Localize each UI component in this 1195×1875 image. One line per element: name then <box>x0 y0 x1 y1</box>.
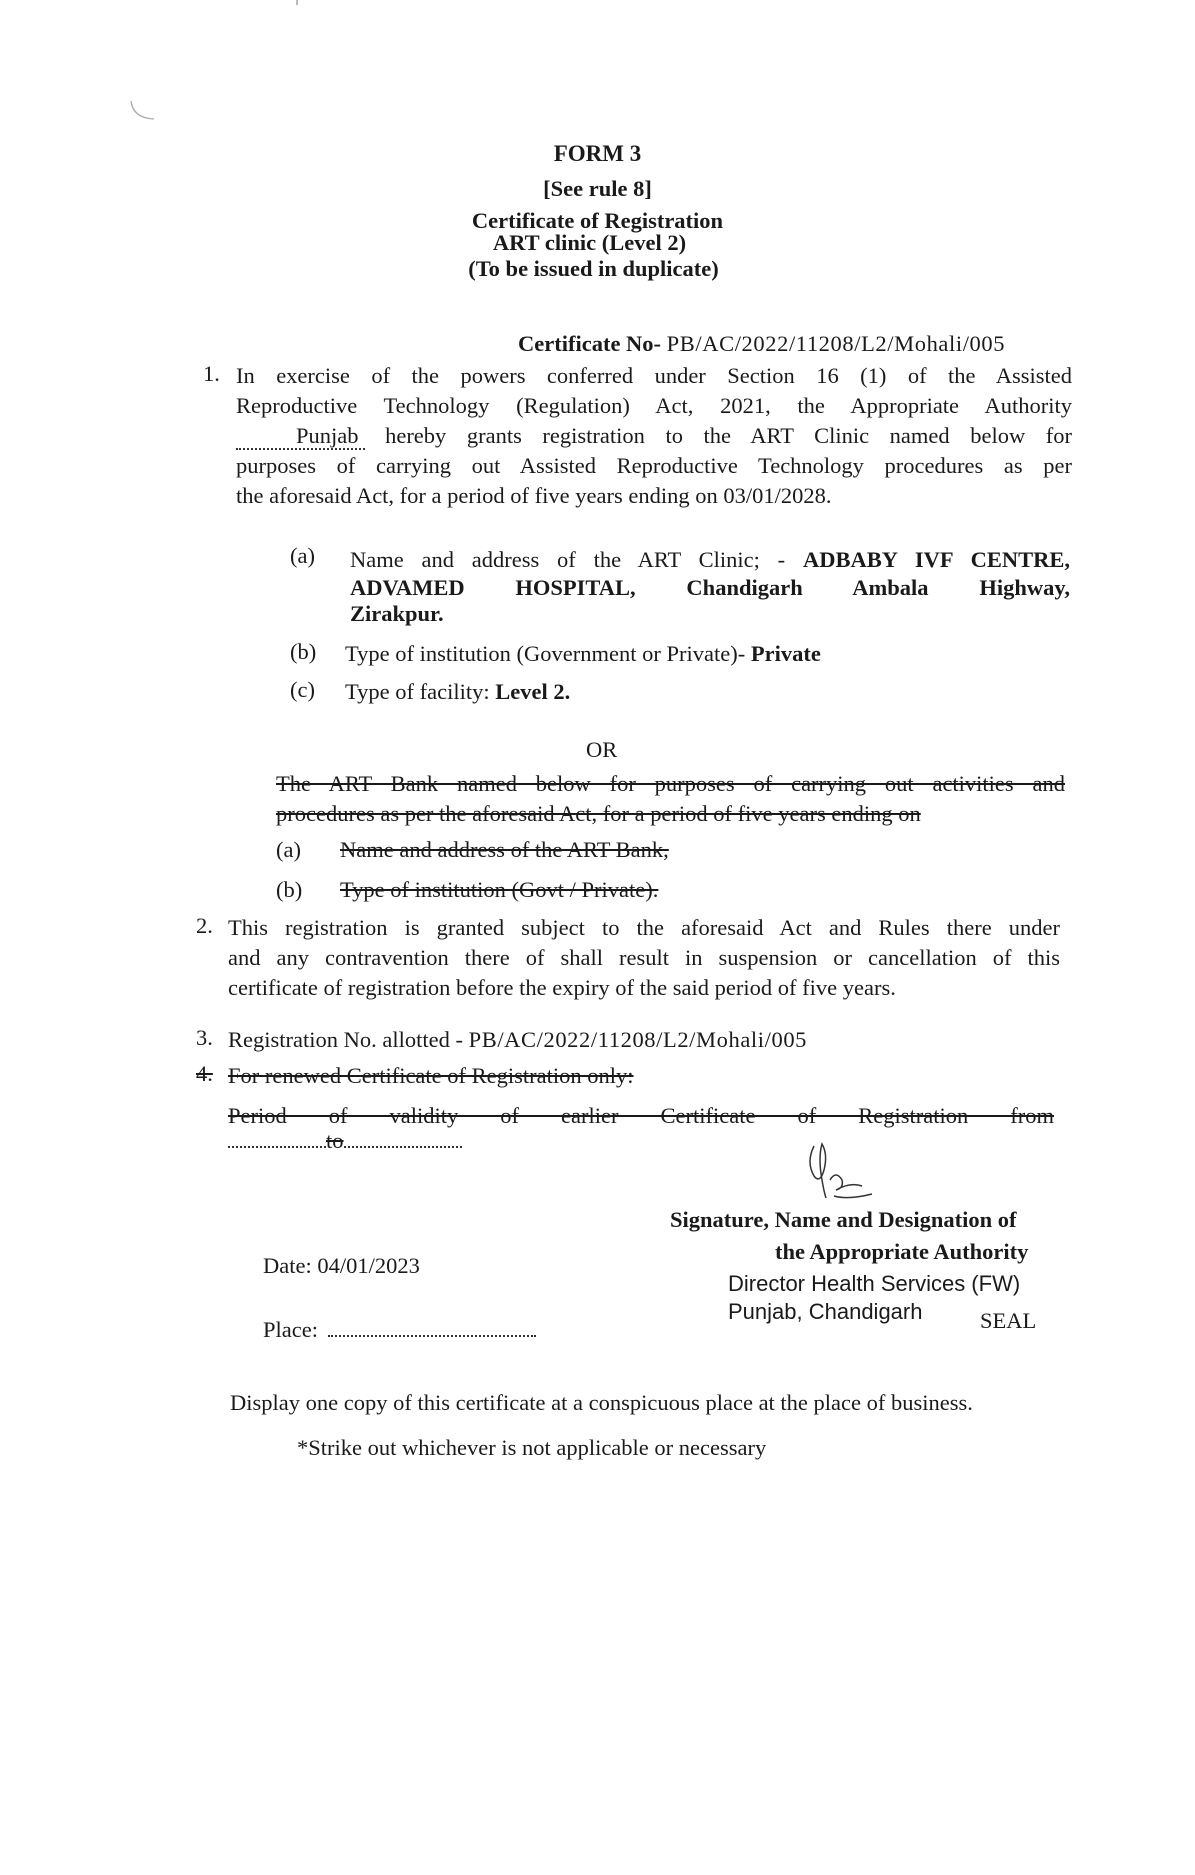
certificate-number-label: Certificate No- <box>518 331 662 356</box>
clinic-name-value: ADBABY IVF CENTRE, <box>802 547 1071 572</box>
clinic-item-a-line-1 <box>350 549 1070 572</box>
para1-line-4: purposes of carrying out Assisted Reproductive Technology procedures as per <box>236 453 1072 478</box>
bank-item-b <box>276 879 658 902</box>
para4-line-3 <box>228 1130 462 1153</box>
registration-no-value: PB/AC/2022/11208/L2/Mohali/005 <box>468 1027 808 1052</box>
para4-number: 4. <box>196 1061 213 1086</box>
place-line <box>263 1319 536 1342</box>
para1-line-1: In exercise of the powers conferred under Section 16 (1) of the Assisted <box>236 363 1072 388</box>
or-divider: OR <box>586 737 618 762</box>
validity-from-field <box>228 1146 326 1148</box>
para4-line-1: For renewed Certificate of Registration only: <box>228 1063 634 1088</box>
duplicate-note: (To be issued in duplicate) <box>468 256 719 281</box>
officer-designation: Director Health Services (FW) <box>728 1271 1021 1296</box>
para2-line-3: certificate of registration before the expiry of the said period of five years. <box>228 975 896 1000</box>
clinic-name-label: Name and address of the ART Clinic; - <box>350 547 786 572</box>
date-label: Date: <box>263 1253 312 1278</box>
para1-line-5: the aforesaid Act, for a period of five years ending on 03/01/2028. <box>236 483 832 508</box>
authority-state-value: Punjab <box>296 423 359 448</box>
para1-line-3 <box>236 425 1072 450</box>
display-instruction: Display one copy of this certificate at a conspicuous place at the place of business. <box>230 1390 973 1415</box>
scan-mark-arc <box>128 98 158 124</box>
clinic-item-b-label: (b) <box>290 639 317 664</box>
officer-location: Punjab, Chandigarh <box>728 1299 923 1324</box>
bank-line-2: procedures as per the aforesaid Act, for a period of five years ending on <box>276 801 921 826</box>
place-label: Place: <box>263 1317 318 1342</box>
bank-line-1: The ART Bank named below for purposes of carrying out activities and <box>276 771 1065 796</box>
clinic-item-c-label: (c) <box>290 677 315 702</box>
certificate-number-value: PB/AC/2022/11208/L2/Mohali/005 <box>666 331 1006 356</box>
para4-line-2: Period of validity of earlier Certificate of Registration from <box>228 1103 1054 1128</box>
institution-type-label: Type of institution (Government or Private)- <box>345 641 746 666</box>
institution-type-value: Private <box>750 641 821 666</box>
date-value: 04/01/2023 <box>317 1253 420 1278</box>
bank-item-b-label: (b) <box>276 877 303 902</box>
para2-number: 2. <box>196 913 213 938</box>
validity-to-field <box>344 1146 462 1148</box>
certificate-title: Certificate of Registration <box>471 208 724 233</box>
para3-number: 3. <box>196 1025 213 1050</box>
facility-type-value: Level 2. <box>495 679 571 704</box>
date-line <box>263 1255 420 1278</box>
place-field <box>328 1335 536 1337</box>
strike-out-note: *Strike out whichever is not applicable or necessary <box>297 1435 767 1460</box>
para1-line-3-rest: hereby grants registration to the ART Clinic named below for <box>385 423 1072 448</box>
signature-caption-line-2: the Appropriate Authority <box>775 1239 1029 1264</box>
signature-caption-line-1: Signature, Name and Designation of <box>670 1207 1017 1232</box>
facility-type-label: Type of facility: <box>345 679 490 704</box>
validity-to-word: to <box>326 1128 344 1153</box>
clinic-item-a-line-2: ADVAMED HOSPITAL, Chandigarh Ambala Highway, <box>350 575 1070 600</box>
form-number: FORM 3 <box>553 141 642 166</box>
bank-item-b-text: Type of institution (Govt / Private). <box>340 877 659 902</box>
para1-line-2: Reproductive Technology (Regulation) Act, 2021, the Appropriate Authority <box>236 393 1072 418</box>
handwritten-signature <box>800 1140 880 1202</box>
certificate-number-line <box>518 333 1005 356</box>
scan-mark-dot <box>296 0 298 5</box>
clinic-item-a-line-3: Zirakpur. <box>350 601 444 626</box>
para1-number: 1. <box>203 361 220 386</box>
certificate-subtitle: ART clinic (Level 2) <box>492 230 687 255</box>
clinic-item-c <box>345 681 570 704</box>
bank-item-a <box>276 839 669 862</box>
clinic-item-a-label: (a) <box>290 543 315 568</box>
bank-item-a-label: (a) <box>276 837 301 862</box>
seal-label: SEAL <box>980 1308 1037 1333</box>
clinic-item-b <box>345 643 821 666</box>
rule-reference: [See rule 8] <box>543 176 652 201</box>
para2-line-1: This registration is granted subject to the aforesaid Act and Rules there under <box>228 915 1060 940</box>
registration-no-label: Registration No. allotted - <box>228 1027 463 1052</box>
para2-line-2: and any contravention there of shall result in suspension or cancellation of this <box>228 945 1060 970</box>
bank-item-a-text: Name and address of the ART Bank, <box>340 837 669 862</box>
authority-state-field <box>236 425 365 450</box>
para3-line <box>228 1029 807 1052</box>
